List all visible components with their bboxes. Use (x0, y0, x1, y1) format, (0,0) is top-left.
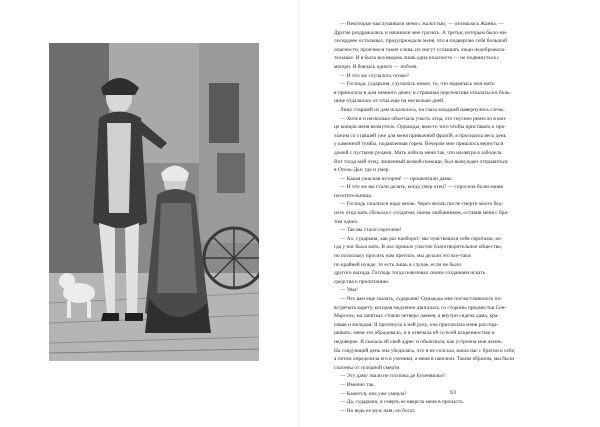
text-line: — Увы! (340, 287, 358, 294)
text-line: — Именно так. (340, 381, 376, 388)
text-line: — Так вы стали сиротами! (340, 227, 402, 234)
text-line: лосерднее остальных, предупреждали меня, что я подвергаю себя большой (334, 38, 508, 45)
text-line: по крайней нужде, то есть лишь в случае, если не было (334, 261, 462, 268)
text-line: другого выхода. Господь тогда повелевал своим созданиям искать (334, 270, 486, 277)
text-line: Марсель; на запятках стояли четверо лакеев, а внутри сидела дама, кра- (334, 313, 500, 320)
text-line: — Ах, сударыня, как раз наоборот: мы чувствовали себя сиротами, ко- (340, 235, 503, 242)
text-line: це концов меня возмутило. Однажды, вместо того чтобы приставать к про- (334, 124, 507, 131)
text-line: На следующий день она убедилась, что я не солгала, взяла нас с братом к себе, (334, 347, 516, 354)
page-number: 63 (450, 390, 456, 396)
text-line: у каменной тумбы, подавленная горем. Вечером мне пришлось вернуться (334, 141, 504, 148)
text-line: опасности, произнося такие слова: их могут услышать люди недоброжела- (334, 46, 506, 53)
engraving-illustration (49, 43, 259, 361)
body-text (334, 20, 572, 415)
text-line: хожим со ставшей уже для меня привычной фразой, я просидела весь день (334, 132, 507, 139)
engraving-image (49, 43, 259, 361)
text-line: я приносила в дом немного денег, и страшная перспектива отказаться в боль- (334, 89, 512, 96)
text-line: — Но ведь ее муж жив, он богат. (340, 407, 416, 414)
text-line: недоверие. Я сказала ей свой адрес и объяснила, как устроена моя жизнь. (334, 338, 503, 345)
text-line: том одних. (334, 218, 359, 225)
text-line: Лицо старшей из дам исказилось, на глаза младшей навернулись слезы. (340, 106, 505, 113)
text-line: нице отдалялась от отца еще на несколько дней. (334, 98, 445, 105)
text-line: — Что вам еще сказать, сударыня? Однажды мне посчастливилось по- (340, 296, 503, 302)
text-line: Другие раздражались и начинали мне грозить. А третьи, которым было ми- (334, 29, 508, 36)
text-line: Вот тогда мой отец, лишенный всякой помощи, был вынужден отправиться (334, 158, 508, 165)
text-line: сивая и молодая. Я протянула к ней руку, она пригласила меня расспра- (334, 321, 499, 328)
text-line: — Некоторые выслушивали меня с жалостью, — отозвалась Жанна. — (340, 21, 504, 27)
text-line: — Кажется, она уже умерла? (340, 390, 407, 397)
text-line: а потом определила его в ученики, а меня в пансион. Таким образом, мы были (334, 356, 515, 363)
text-line: тельные. И я была вся ведома лишь одна опасность — не подвинуться с (334, 55, 500, 62)
text-line: — Эту даму звали не госпожа де Буленвилье? (340, 373, 446, 380)
text-line: — Господь сжалился надо мною. Через месяц после смерти моего бед- (340, 201, 504, 208)
text-line: шивать; меня это обрадовало, и я отвечала ей со всей искренностью и (334, 330, 495, 337)
text-line: — Господа, сударыня, случалось новое, то, что надеялась моя мать: (340, 81, 496, 88)
text-line: средства к пропитанию. (334, 278, 390, 285)
text-line: гда у нас была мать. В нас пришло участие благотворительное общество, (334, 244, 503, 251)
text-line: — И что же случалось позже? (340, 72, 410, 79)
text-line: — Хотя я и несколько облегчала участь отца, это гнусное ремесло в кон- (340, 115, 507, 122)
text-line: — Да, сударыня, и смерть ее ввергла меня в пропасть. (340, 399, 465, 406)
text-line: — Какая ужасная история! — прошептали дамы. (340, 175, 453, 182)
text-line: домой с пустыми руками. Мать избила меня так, что назавтра я заболела. (334, 149, 503, 156)
text-line: встречать карету, которая медленно двигалась со стороны предместья Сен- (334, 304, 507, 311)
text-line: ного отца мать сбежала с солдатом, своим любовником, оставив меня с бра- (334, 210, 509, 217)
text-line: — И что же вы стали делать, когда умер отец? — спросила более юная (340, 184, 503, 191)
text-line: матери. Я боялась одного — побоев. (334, 63, 418, 70)
text-line: в Отель-Дье, где и умер. (334, 167, 390, 174)
text-line: посетительница. (334, 192, 373, 199)
text-line: но поскольку просить нам претило, мы делали это все-таки (334, 253, 471, 260)
text-line: спасены от голодной смерти. (334, 364, 401, 371)
